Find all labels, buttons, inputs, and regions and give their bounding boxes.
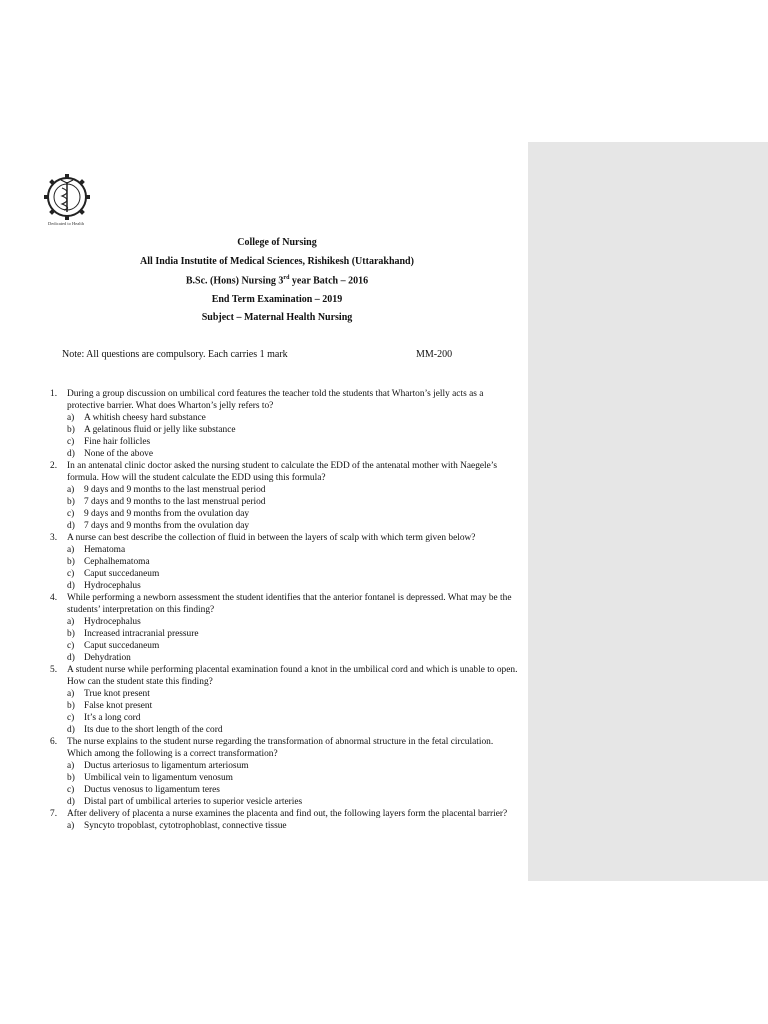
answer-option <box>50 436 520 448</box>
question-item <box>50 592 520 616</box>
question-number: 2. <box>50 461 58 471</box>
answer-option <box>50 484 520 496</box>
question-number: 6. <box>50 737 58 747</box>
answer-option <box>50 724 520 736</box>
question-text: While performing a newborn assessment the student identifies that the anterior fontanel is depressed. What may be the students’ interpretation on this finding? <box>67 593 512 615</box>
option-text: Hematoma <box>84 545 126 555</box>
option-text: Its due to the short length of the cord <box>84 725 223 735</box>
question-text: The nurse explains to the student nurse regarding the transformation of abnormal structure in the fetal circulation. Which among the following is a correct transformation? <box>67 737 494 759</box>
option-label: c) <box>67 509 75 519</box>
question-text: A nurse can best describe the collection of fluid in between the layers of scalp with which term given below? <box>67 533 476 543</box>
answer-option <box>50 688 520 700</box>
question-text: A student nurse while performing placental examination found a knot in the umbilical cord and which is unable to open. How can the student state this finding? <box>67 665 518 687</box>
option-text: Fine hair follicles <box>84 437 151 447</box>
option-text: False knot present <box>84 701 153 711</box>
option-label: a) <box>67 689 75 699</box>
option-text: 7 days and 9 months to the last menstrual period <box>84 497 266 507</box>
option-label: b) <box>67 701 75 711</box>
question-text: After delivery of placenta a nurse examines the placenta and find out, the following layers form the placental barrier? <box>67 809 508 819</box>
option-text: 9 days and 9 months to the last menstrual period <box>84 485 266 495</box>
question-number: 4. <box>50 593 58 603</box>
question-text: During a group discussion on umbilical cord features the teacher told the students that Wharton’s jelly acts as a protective barrier. What does Wharton’s jelly refers to? <box>67 389 484 411</box>
question-item <box>50 808 520 820</box>
option-text: None of the above <box>84 449 153 459</box>
option-label: c) <box>67 641 75 651</box>
answer-option <box>50 820 520 832</box>
answer-option <box>50 784 520 796</box>
answer-option <box>50 628 520 640</box>
option-text: Dehydration <box>84 653 131 663</box>
answer-option <box>50 580 520 592</box>
option-text: A gelatinous fluid or jelly like substance <box>84 425 236 435</box>
answer-option <box>50 520 520 532</box>
question-item <box>50 532 520 544</box>
option-text: Cephalhematoma <box>84 557 150 567</box>
exam-title: End Term Examination – 2019 <box>211 294 343 305</box>
question-number: 1. <box>50 389 58 399</box>
answer-option <box>50 496 520 508</box>
option-label: b) <box>67 557 75 567</box>
option-text: Hydrocephalus <box>84 581 141 591</box>
answer-option <box>50 772 520 784</box>
option-label: a) <box>67 485 75 495</box>
question-number: 5. <box>50 665 58 675</box>
batch-line: B.Sc. (Hons) Nursing 3rd year Batch – 2016 <box>185 275 369 287</box>
option-label: d) <box>67 797 75 807</box>
option-text: Caput succedaneum <box>84 569 160 579</box>
option-label: b) <box>67 425 75 435</box>
answer-option <box>50 556 520 568</box>
comment-pane <box>528 142 768 881</box>
question-item <box>50 388 520 412</box>
option-text: True knot present <box>84 689 150 699</box>
college-name: College of Nursing <box>237 237 317 248</box>
question-text: In an antenatal clinic doctor asked the nursing student to calculate the EDD of the antenatal mother with Naegele’s formula. How will the student calculate the EDD using this formula? <box>67 461 498 483</box>
question-number: 7. <box>50 809 58 819</box>
answer-option <box>50 760 520 772</box>
question-list <box>50 388 520 832</box>
option-text: Distal part of umbilical arteries to superior vesicle arteries <box>84 797 303 807</box>
option-text: Increased intracranial pressure <box>84 629 199 639</box>
answer-option <box>50 640 520 652</box>
question-item <box>50 460 520 484</box>
option-label: c) <box>67 437 75 447</box>
logo-caption: Dedicated to Health <box>48 221 84 226</box>
option-label: a) <box>67 413 75 423</box>
exam-note: Note: All questions are compulsory. Each carries 1 mark <box>62 349 288 360</box>
option-label: d) <box>67 521 75 531</box>
option-label: d) <box>67 581 75 591</box>
option-label: b) <box>67 773 75 783</box>
answer-option <box>50 616 520 628</box>
answer-option <box>50 412 520 424</box>
option-text: Syncyto tropoblast, cytotrophoblast, connective tissue <box>84 821 287 831</box>
option-text: Hydrocephalus <box>84 617 141 627</box>
subject-line: Subject – Maternal Health Nursing <box>201 312 353 323</box>
option-text: A whitish cheesy hard substance <box>84 413 206 423</box>
option-label: c) <box>67 785 75 795</box>
answer-option <box>50 652 520 664</box>
option-label: a) <box>67 761 75 771</box>
answer-option <box>50 544 520 556</box>
question-item <box>50 664 520 688</box>
answer-option <box>50 448 520 460</box>
option-text: Caput succedaneum <box>84 641 160 651</box>
question-item <box>50 736 520 760</box>
option-text: It’s a long cord <box>84 713 141 723</box>
question-number: 3. <box>50 533 58 543</box>
option-label: d) <box>67 449 75 459</box>
option-label: c) <box>67 569 75 579</box>
option-text: 9 days and 9 months from the ovulation day <box>84 509 250 519</box>
option-label: c) <box>67 713 75 723</box>
option-label: a) <box>67 821 75 831</box>
option-label: b) <box>67 497 75 507</box>
option-label: d) <box>67 653 75 663</box>
option-text: Ductus venosus to ligamentum teres <box>84 785 220 795</box>
answer-option <box>50 568 520 580</box>
answer-option <box>50 424 520 436</box>
institute-name: All India Instutite of Medical Sciences, Rishikesh (Uttarakhand) <box>140 256 414 267</box>
answer-option <box>50 508 520 520</box>
option-text: Ductus arteriosus to ligamentum arteriosum <box>84 761 249 771</box>
answer-option <box>50 700 520 712</box>
option-label: d) <box>67 725 75 735</box>
option-label: a) <box>67 545 75 555</box>
option-label: b) <box>67 629 75 639</box>
option-text: 7 days and 9 months from the ovulation day <box>84 521 250 531</box>
max-marks: MM-200 <box>416 349 453 360</box>
answer-option <box>50 796 520 808</box>
option-label: a) <box>67 617 75 627</box>
answer-option <box>50 712 520 724</box>
option-text: Umbilical vein to ligamentum venosum <box>84 773 233 783</box>
